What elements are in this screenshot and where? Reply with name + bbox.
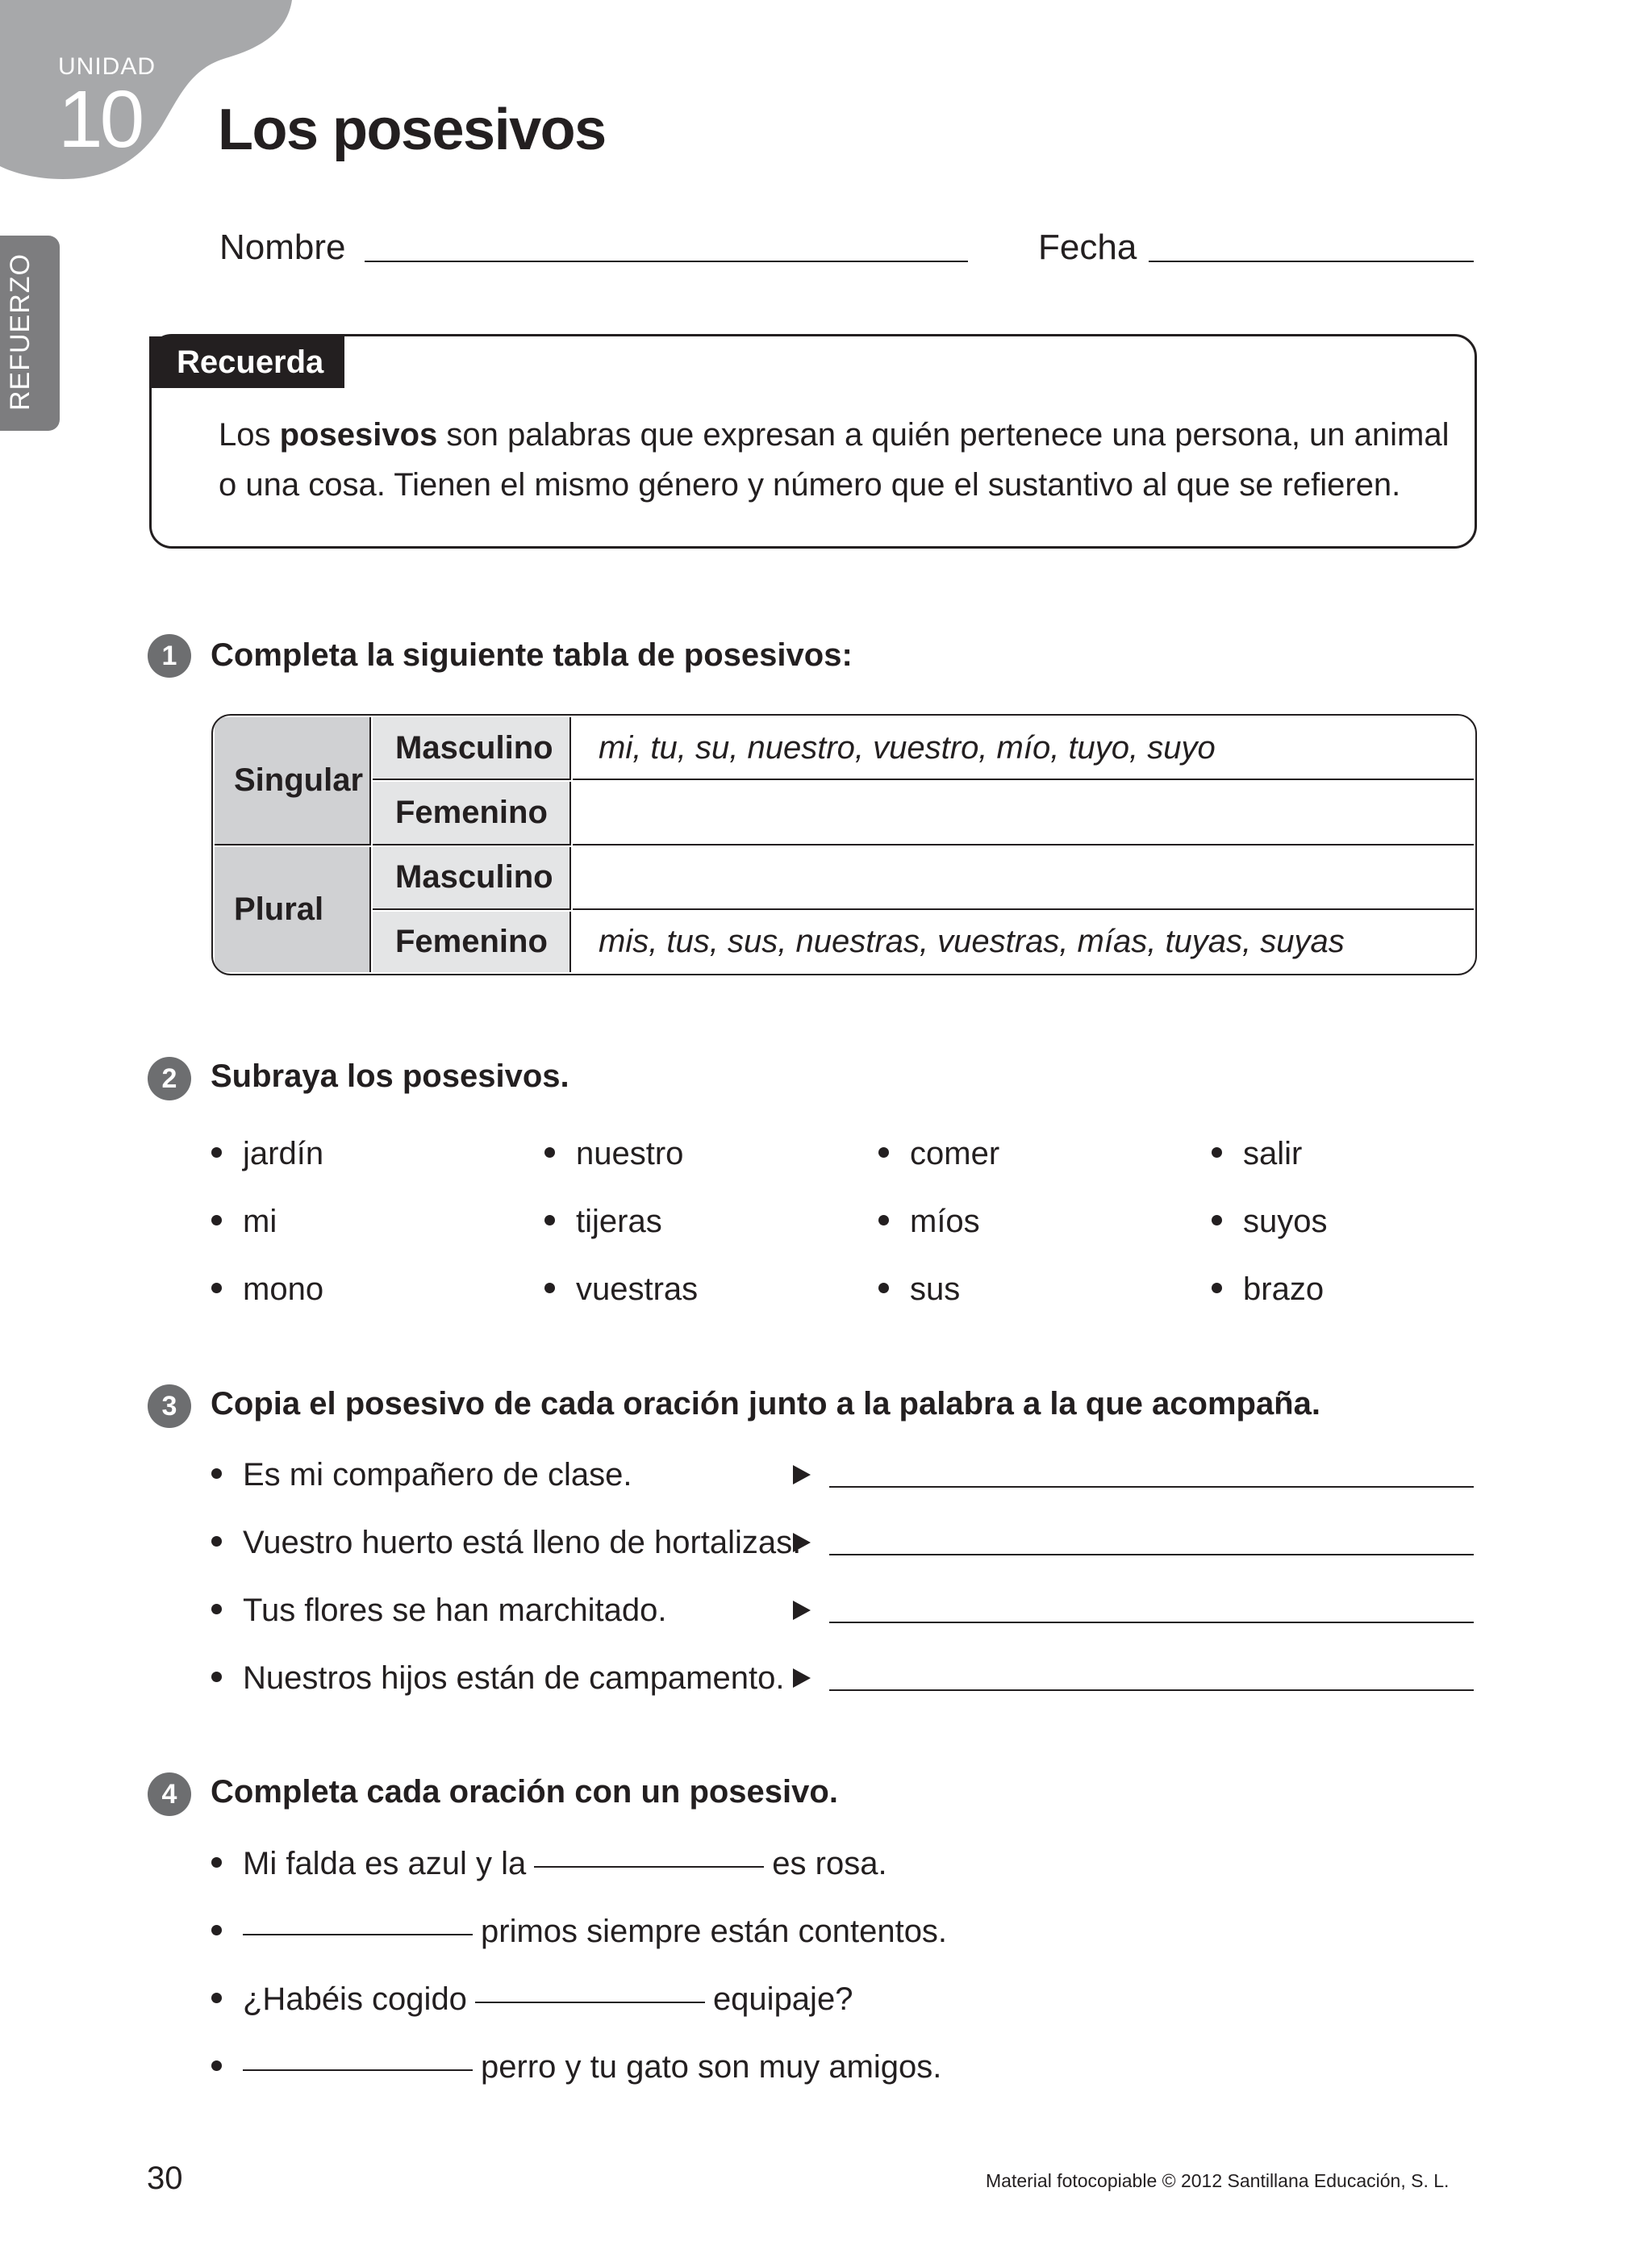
name-label: Nombre [219,228,346,267]
sentence-item: Vuestro huerto está lleno de hortalizas. [211,1525,801,1561]
date-field[interactable] [1149,261,1474,262]
word-item[interactable]: mi [211,1204,277,1240]
sentence-item: Nuestros hijos están de campamento. [211,1660,784,1697]
reminder-heading: Recuerda [149,336,344,388]
reminder-bold-term: posesivos [279,417,438,453]
exercise-3-title: Copia el posesivo de cada oración junto a la palabra a la que acompaña. [211,1386,1320,1422]
arrow-right-icon [793,1465,811,1484]
cell-singular-masculino: mi, tu, su, nuestro, vuestro, mío, tuyo, suyo [573,717,1474,780]
arrow-right-icon [793,1601,811,1620]
side-tab-label: REFUERZO [5,253,35,411]
word-item[interactable]: nuestro [544,1136,683,1172]
page-title: Los posesivos [218,98,606,162]
fill-sentence: perro y tu gato son muy amigos. [211,2049,941,2085]
cell-plural-femenino: mis, tus, sus, nuestras, vuestras, mías, tuyas, suyas [599,923,1345,959]
cell-singular-femenino[interactable] [573,782,1474,845]
unit-label: UNIDAD [58,53,156,80]
answer-line[interactable] [829,1622,1474,1623]
page-number: 30 [147,2161,183,2196]
word-item[interactable]: comer [878,1136,999,1172]
fill-sentence: primos siempre están contentos. [211,1914,947,1950]
blank-field[interactable] [243,2069,473,2071]
word-item[interactable]: vuestras [544,1271,698,1308]
blank-field[interactable] [534,1866,764,1868]
cell-plural-masculino[interactable] [573,847,1474,910]
sentence-item: Tus flores se han marchitado. [211,1593,666,1629]
word-item[interactable]: brazo [1212,1271,1324,1308]
answer-line[interactable] [829,1486,1474,1488]
fill-sentence: ¿Habéis cogido equipaje? [211,1981,853,2018]
fill-sentence: Mi falda es azul y la es rosa. [211,1846,887,1882]
word-item[interactable]: sus [878,1271,960,1308]
unit-number: 10 [58,74,142,165]
name-field[interactable] [365,261,968,262]
row-header-singular: Singular [215,717,371,845]
exercise-4-title: Completa cada oración con un posesivo. [211,1774,838,1810]
word-item[interactable]: míos [878,1204,980,1240]
word-item[interactable]: tijeras [544,1204,662,1240]
word-item[interactable]: mono [211,1271,323,1308]
arrow-right-icon [793,1668,811,1688]
sentence-item: Es mi compañero de clase. [211,1457,632,1493]
exercise-2-title: Subraya los posesivos. [211,1058,569,1094]
exercise-number-1: 1 [148,634,191,678]
word-item[interactable]: jardín [211,1136,323,1172]
gender-femenino: Femenino [373,912,571,972]
copyright-footer: Material fotocopiable © 2012 Santillana Educación, S. L. [986,2170,1450,2191]
arrow-right-icon [793,1533,811,1552]
possessives-table [211,714,1477,975]
gender-masculino: Masculino [373,847,571,910]
reminder-text: Los posesivos son palabras que expresan a quién pertenece una persona, un animal o una cosa. Tienen el mismo género y número que el sustantivo al que se refieren. [219,417,1450,503]
word-item[interactable]: suyos [1212,1204,1328,1240]
blank-field[interactable] [475,2002,705,2003]
answer-line[interactable] [829,1554,1474,1555]
exercise-number-3: 3 [148,1384,191,1428]
date-label: Fecha [1038,228,1137,267]
answer-line[interactable] [829,1689,1474,1691]
blank-field[interactable] [243,1934,473,1935]
word-item[interactable]: salir [1212,1136,1302,1172]
gender-femenino: Femenino [373,782,571,845]
row-header-plural: Plural [215,847,371,972]
exercise-number-4: 4 [148,1772,191,1816]
exercise-1-title: Completa la siguiente tabla de posesivos: [211,637,853,673]
gender-masculino: Masculino [373,717,571,780]
exercise-number-2: 2 [148,1057,191,1100]
